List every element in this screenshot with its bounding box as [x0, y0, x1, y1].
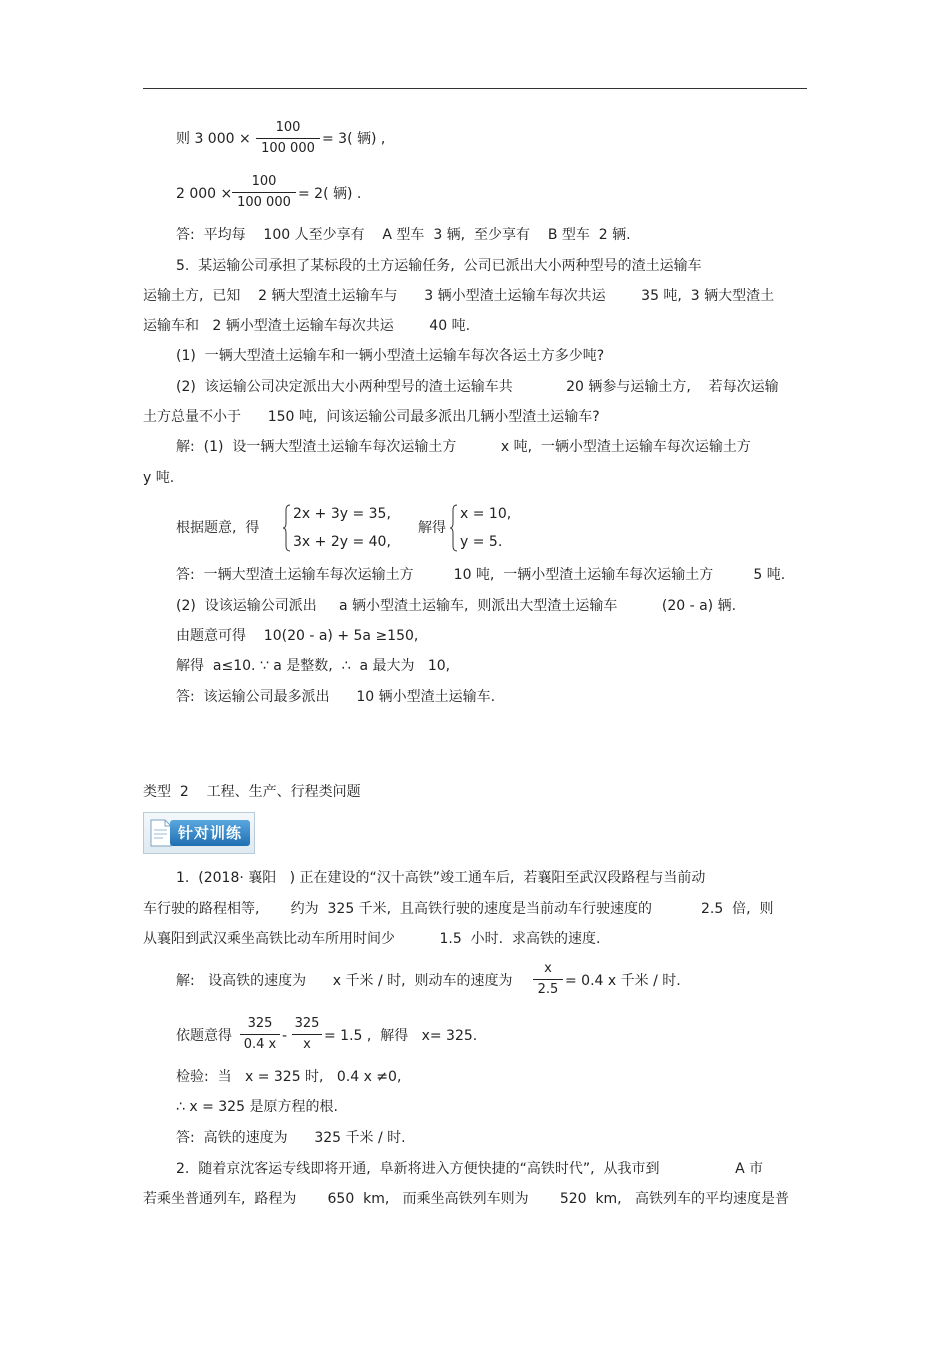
equation-suffix: = 1.5 , 解得 x= 325. — [324, 1028, 478, 1044]
equation2: 3x + 2y = 40, — [293, 534, 391, 550]
problem1-line1: 1. (2018· 襄阳 ) 正在建设的“汉十高铁”竣工通车后, 若襄阳至武汉段路程与当前动 — [176, 870, 706, 886]
problem1-line3: 从襄阳到武汉乘坐高铁比动车所用时间少 1.5 小时. 求高铁的速度. — [143, 931, 601, 947]
result2: y = 5. — [460, 534, 503, 550]
solution2-line1: (2) 设该运输公司派出 a 辆小型渣土运输车, 则派出大型渣土运输车 (20 - a) 辆. — [176, 598, 737, 614]
calc1-prefix: 则 3 000 × — [176, 131, 251, 147]
solution2-line2: 由题意可得 10(20 - a) + 5a ≥150, — [176, 628, 419, 644]
calc2-fraction — [232, 173, 296, 212]
problem1-answer: 答: 高铁的速度为 325 千米 / 时. — [176, 1130, 406, 1146]
problem1-solution-suffix: = 0.4 x 千米 / 时. — [565, 973, 681, 989]
check-line: 检验: 当 x = 325 时, 0.4 x ≠0, — [176, 1069, 402, 1085]
equation-fraction2 — [292, 1015, 322, 1054]
section-heading: 类型 2 工程、生产、行程类问题 — [143, 784, 361, 800]
fraction-bar — [292, 1034, 322, 1035]
answer1-line: 答: 一辆大型渣土运输车每次运输土方 10 吨, 一辆小型渣土运输车每次运输土方 5 吨. — [176, 567, 786, 583]
calc2-numerator: 100 — [251, 174, 277, 189]
calc2-denominator: 100 000 — [237, 195, 291, 210]
equation-fraction1 — [240, 1015, 280, 1054]
equation-prefix: 依题意得 — [176, 1028, 232, 1044]
calc1-numerator: 100 — [275, 120, 301, 135]
left-brace-icon — [283, 504, 291, 552]
problem5-line3: 运输车和 2 辆小型渣土运输车每次共运 40 吨. — [143, 318, 471, 334]
header-rule — [143, 88, 807, 89]
solution2-line3: 解得 a≤10. ∵ a 是整数, ∴ a 最大为 10, — [176, 658, 451, 674]
minus-sign: - — [282, 1028, 288, 1044]
root-line: ∴ x = 325 是原方程的根. — [176, 1099, 338, 1115]
speed-denominator: 2.5 — [537, 982, 559, 997]
badge-label: 针对训练 — [170, 820, 250, 846]
calc1-fraction — [256, 119, 320, 158]
calc2-suffix: = 2( 辆) . — [298, 186, 362, 202]
result1: x = 10, — [460, 506, 512, 522]
answer2-line: 答: 该运输公司最多派出 10 辆小型渣土运输车. — [176, 689, 496, 705]
problem5-question1: (1) 一辆大型渣土运输车和一辆小型渣土运输车每次各运土方多少吨? — [176, 348, 605, 364]
equation-numerator2: 325 — [294, 1016, 320, 1031]
calc1-denominator: 100 000 — [261, 141, 315, 156]
equation1: 2x + 3y = 35, — [293, 506, 391, 522]
problem2-line1: 2. 随着京沈客运专线即将开通, 阜新将进入方便快捷的“高铁时代”, 从我市到 A 市 — [176, 1161, 764, 1177]
equation-numerator1: 325 — [247, 1016, 273, 1031]
problem5-question2-line1: (2) 该运输公司决定派出大小两种型号的渣土运输车共 20 辆参与运输土方, 若每次运输 — [176, 379, 779, 395]
answer-line: 答: 平均每 100 人至少享有 A 型车 3 辆, 至少享有 B 型车 2 辆. — [176, 227, 631, 243]
fraction-bar — [240, 1034, 280, 1035]
problem5-line1: 5. 某运输公司承担了某标段的土方运输任务, 公司已派出大小两种型号的渣土运输车 — [176, 258, 702, 274]
solution1-line2: y 吨. — [143, 470, 175, 486]
equation-denominator2: x — [303, 1037, 311, 1052]
solve-label: 解得 — [418, 520, 446, 536]
practice-badge — [143, 812, 255, 854]
fraction-bar — [256, 138, 320, 139]
equation-denominator1: 0.4 x — [243, 1037, 277, 1052]
speed-numerator: x — [544, 961, 552, 976]
fraction-bar — [232, 192, 296, 193]
problem1-solution-prefix: 解: 设高铁的速度为 x 千米 / 时, 则动车的速度为 — [176, 973, 513, 989]
problem2-line2: 若乘坐普通列车, 路程为 650 km, 而乘坐高铁列车则为 520 km, 高铁列车的平均速度是普 — [143, 1191, 789, 1207]
calc2-prefix: 2 000 × — [176, 186, 233, 202]
problem5-question2-line2: 土方总量不小于 150 吨, 问该运输公司最多派出几辆小型渣土运输车? — [143, 409, 600, 425]
calc1-suffix: = 3( 辆) , — [322, 131, 386, 147]
system-label: 根据题意, 得 — [176, 520, 260, 536]
problem5-line2: 运输土方, 已知 2 辆大型渣土运输车与 3 辆小型渣土运输车每次共运 35 吨, 3 辆大型渣土 — [143, 288, 775, 304]
left-brace-icon — [450, 504, 458, 552]
problem1-line2: 车行驶的路程相等, 约为 325 千米, 且高铁行驶的速度是当前动车行驶速度的 2.5 倍, 则 — [143, 901, 774, 917]
fraction-bar — [533, 979, 563, 980]
speed-fraction — [533, 960, 563, 999]
solution1-line1: 解: (1) 设一辆大型渣土运输车每次运输土方 x 吨, 一辆小型渣土运输车每次运输土方 — [176, 439, 751, 455]
